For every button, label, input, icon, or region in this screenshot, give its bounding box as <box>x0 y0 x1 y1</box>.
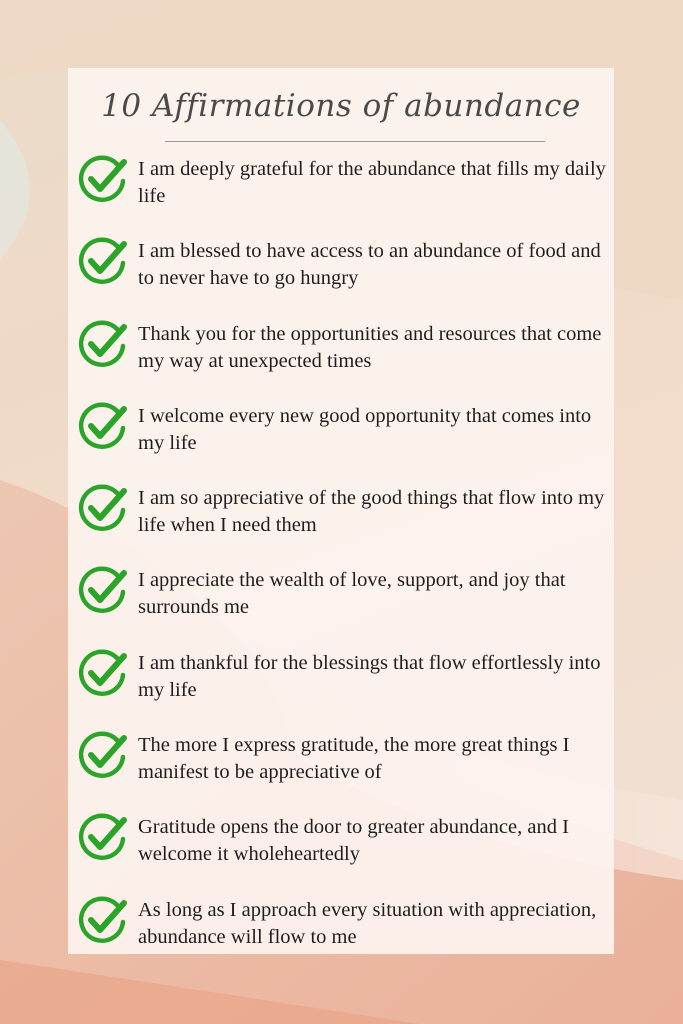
check-circle-icon <box>78 812 128 862</box>
affirmation-text: I am blessed to have access to an abundance of food and to never have to go hungry <box>138 240 601 290</box>
affirmation-text: I appreciate the wealth of love, support, and joy that surrounds me <box>138 569 566 619</box>
affirmation-text: I am deeply grateful for the abundance that fills my daily life <box>138 158 606 207</box>
page-title: 10 Affirmations of abundance <box>101 88 581 124</box>
check-circle-icon <box>78 730 128 780</box>
affirmation-text: Thank you for the opportunities and resources that come my way at unexpected times <box>138 322 602 372</box>
list-item <box>68 891 614 973</box>
list-item <box>68 315 614 397</box>
list-item <box>68 726 614 808</box>
affirmations-list <box>68 150 614 973</box>
list-item <box>68 397 614 479</box>
list-item <box>68 808 614 890</box>
list-item <box>68 479 614 561</box>
list-item <box>68 150 614 232</box>
title-divider <box>165 141 545 142</box>
check-circle-icon <box>78 154 128 204</box>
check-circle-icon <box>78 401 128 451</box>
affirmation-text: I am so appreciative of the good things that flow into my life when I need them <box>138 487 605 537</box>
check-circle-icon <box>78 319 128 369</box>
check-circle-icon <box>78 236 128 286</box>
affirmations-card <box>68 68 614 954</box>
list-item <box>68 644 614 726</box>
check-circle-icon <box>78 648 128 698</box>
check-circle-icon <box>78 895 128 945</box>
affirmation-text: I am thankful for the blessings that flow effortlessly into my life <box>138 651 601 701</box>
list-item <box>68 232 614 314</box>
affirmation-text: As long as I approach every situation with appreciation, abundance will flow to me <box>138 898 597 948</box>
list-item <box>68 561 614 643</box>
affirmation-text: The more I express gratitude, the more great things I manifest to be appreciative of <box>138 734 570 784</box>
affirmation-text: I welcome every new good opportunity that comes into my life <box>138 404 592 454</box>
check-circle-icon <box>78 565 128 615</box>
affirmation-text: Gratitude opens the door to greater abundance, and I welcome it wholeheartedly <box>138 816 569 866</box>
check-circle-icon <box>78 483 128 533</box>
